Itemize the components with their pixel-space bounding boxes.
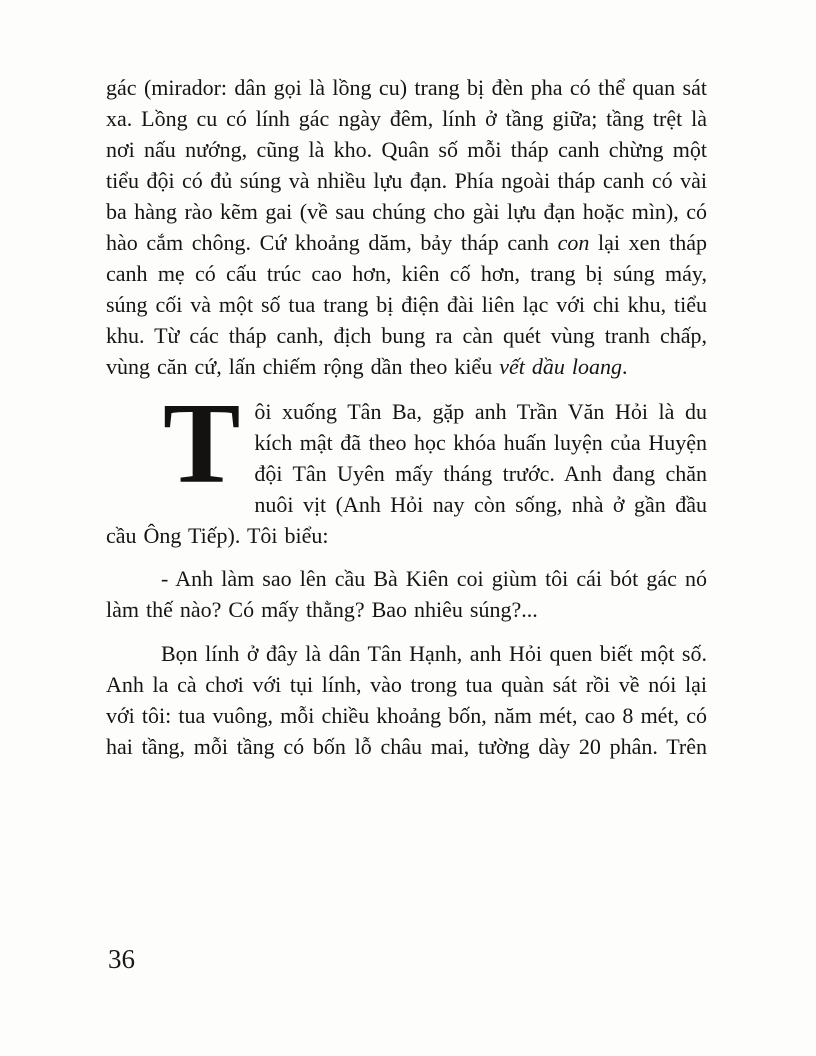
paragraph-text: gác (mirador: dân gọi là lồng cu) trang bị đèn pha có thể quan sát xa. Lồng cu có lính gác ngày đêm, lính ở tầng giữa; tầng trệt là nơi nấu nướng, cũng là kho. Quân số mỗi tháp canh chừng một tiểu đội có đủ súng và nhiều lựu đạn. Phía ngoài tháp canh có vài ba hàng rào kẽm gai (về sau chúng cho gài lựu đạn hoặc mìn), có hào cắm chông. Cứ khoảng dăm, bảy tháp canh	[106, 75, 707, 255]
page-number: 36	[108, 944, 135, 974]
italic-term: con	[557, 230, 590, 255]
paragraph-text: .	[621, 354, 628, 379]
paragraph-continuation	[106, 72, 707, 382]
paragraph-dropcap	[106, 380, 707, 551]
paragraph-body: Bọn lính ở đây là dân Tân Hạnh, anh Hỏi quen biết một số. Anh la cà chơi với tụi lính, vào trong tua quàn sát rồi về nói lại với tôi: tua vuông, mỗi chiều khoảng bốn, năm mét, cao 8 mét, có hai tầng, mỗi tầng có bốn lỗ châu mai, tường dày 20 phân. Trên	[106, 641, 707, 759]
paragraph-text: ôi xuống Tân Ba, gặp anh Trần Văn Hỏi là du kích mật đã theo học khóa huấn luyện của Huyện đội Tân Uyên mấy tháng trước. Anh đang chăn nuôi vịt (Anh Hỏi nay còn sống, nhà ở gần đầu cầu Ông Tiếp). Tôi biểu:	[106, 399, 707, 548]
body-text	[106, 72, 707, 776]
italic-term: vết dầu loang	[499, 354, 622, 379]
paragraph-text: lại xen tháp canh mẹ có cấu trúc cao hơn, kiên cố hơn, trang bị súng máy, súng cối và một số tua trang bị điện đài liên lạc với chi khu, tiểu khu. Từ các tháp canh, địch bung ra càn quét vùng tranh chấp, vùng căn cứ, lấn chiếm rộng dần theo kiểu	[106, 230, 707, 379]
drop-cap: T	[163, 380, 241, 508]
paragraph-dialogue: - Anh làm sao lên cầu Bà Kiên coi giùm tôi cái bót gác nó làm thế nào? Có mấy thằng? Bao nhiêu súng?...	[106, 566, 707, 622]
